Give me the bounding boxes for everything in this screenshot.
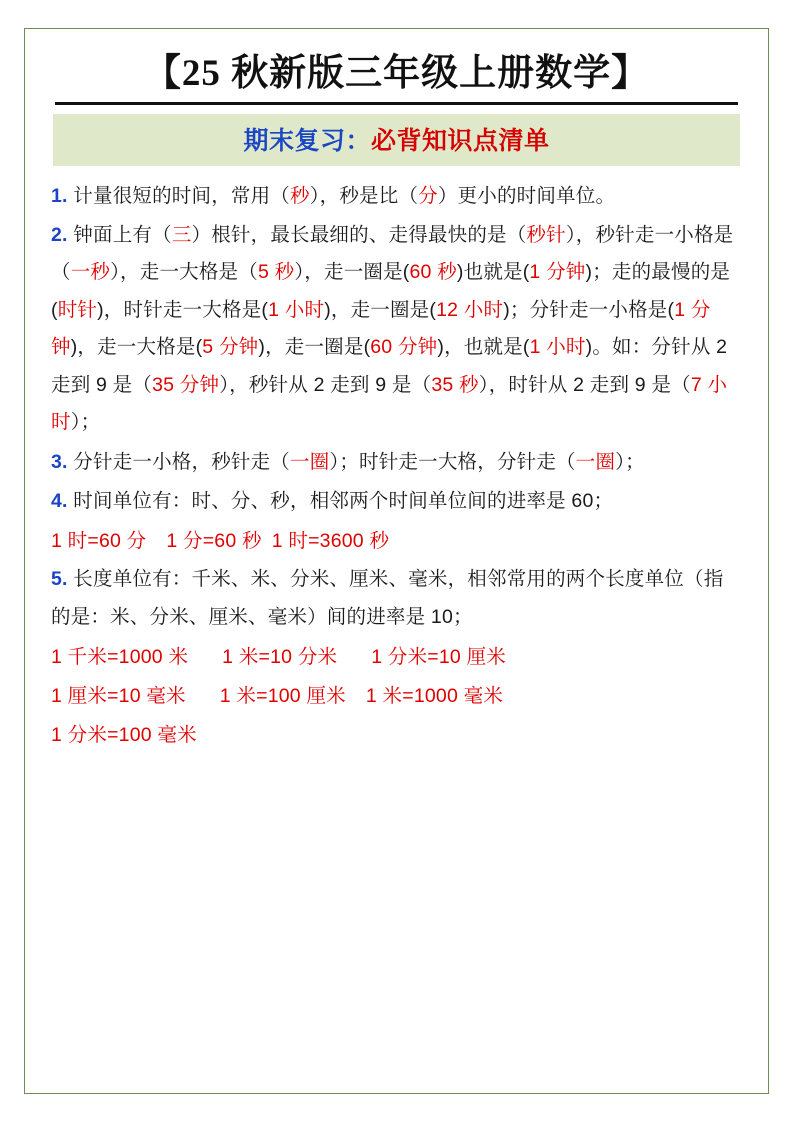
text-segment: )，走一圈是( [324,298,437,321]
text-segment-highlight: 35 秒 [431,373,479,396]
text-segment: ）； [615,450,645,473]
text-segment-highlight: 秒针 [526,223,566,246]
page-title: 【25 秋新版三年级上册数学】 [55,53,738,105]
text-segment: ），走一大格是（ [110,261,258,284]
item-number: 3. [51,450,68,473]
text-segment: ），秒针从 2 走到 9 是（ [219,373,432,396]
list-item [51,483,742,520]
text-segment-highlight: 一圈 [575,450,616,473]
text-segment: ），时针从 2 走到 9 是（ [478,373,691,396]
formula-m-dm: 1 米=10 分米 [222,646,338,669]
text-segment-highlight: 60 分钟 [370,336,438,359]
text-segment: ），走一圈是( [294,261,410,284]
formula-dm-mm: 1 分米=100 毫米 [51,724,197,747]
item-text: 时间单位有：时、分、秒，相邻两个时间单位间的进率是 60； [73,490,614,513]
item-text [51,224,733,433]
formula-row-length-2 [51,677,742,716]
text-segment: 计量很短的时间，常用（ [73,184,290,207]
text-segment: ）； [70,411,101,434]
text-segment-highlight: 60 秒 [409,261,457,284]
text-segment: 钟面上有（ [73,223,172,246]
text-segment-highlight: 7 小时 [51,373,728,434]
text-segment-highlight: 35 分钟 [152,373,220,396]
text-segment-highlight: 时针 [57,298,98,321]
text-segment-highlight: 1 小时 [529,336,586,359]
list-item [51,561,742,636]
text-segment: ），秒针走一小格是（ [51,223,734,284]
document-sheet [24,28,769,1094]
text-segment-highlight: 1 分钟 [51,298,711,359]
knowledge-list [51,178,742,756]
text-segment-highlight: 一圈 [290,450,330,473]
text-segment-highlight: 12 小时 [436,298,504,321]
list-item [51,217,742,442]
subtitle-prefix: 期末复习： [243,126,371,155]
formula-cm-mm: 1 厘米=10 毫米 [51,685,186,708]
list-item [51,178,742,215]
formula-m-cm: 1 米=100 厘米 [219,685,346,708]
text-segment-highlight: 三 [171,223,192,246]
formula-minute-second: 1 分=60 秒 [166,530,262,553]
text-segment: )，也就是( [437,336,530,359]
text-segment: )；走的最慢的是( [51,261,731,321]
text-segment: ），秒是比（ [309,184,419,207]
text-segment-highlight: 5 秒 [257,261,295,284]
formula-hour-minute: 1 时=60 分 [51,530,147,553]
text-segment-highlight: 分 [418,184,438,207]
formula-dm-cm: 1 分米=10 厘米 [371,646,506,669]
item-number: 4. [51,490,68,513]
formula-row-length-1 [51,638,742,677]
formula-hour-second: 1 时=3600 秒 [271,530,390,553]
text-segment: ）更小的时间单位。 [437,184,616,207]
subtitle-suffix: 必背知识点清单 [371,126,550,155]
list-item [51,444,742,481]
item-number: 5. [51,568,68,591]
text-segment: )，走一大格是( [70,336,203,359]
item-text: 长度单位有：千米、米、分米、厘米、毫米，相邻常用的两个长度单位（指的是：米、分米、厘米、毫米）间的进率是 10； [51,568,724,628]
formula-km-m: 1 千米=1000 米 [51,646,189,669]
formula-row-length-3 [51,716,742,755]
item-number: 2. [51,223,68,246]
formula-row-time [51,522,742,561]
text-segment: )，时针走一大格是( [97,298,269,321]
text-segment-highlight: 一秒 [70,261,111,284]
subtitle-banner [53,114,740,166]
item-number: 1. [51,184,68,207]
text-segment: ）；时针走一大格，分针走（ [329,450,576,473]
item-text [73,451,645,473]
formula-m-mm: 1 米=1000 毫米 [365,685,504,708]
item-text [73,185,615,207]
text-segment: )；分针走一小格是( [503,298,675,321]
text-segment-highlight: 秒 [290,184,310,207]
text-segment-highlight: 1 分钟 [529,261,586,284]
text-segment-highlight: 5 分钟 [202,336,259,359]
text-segment: )也就是( [456,261,530,284]
text-segment: 分针走一小格，秒针走（ [73,450,290,473]
text-segment: ）根针，最长最细的、走得最快的是（ [191,223,527,246]
text-segment: )。如：分针从 2 走到 9 是（ [51,336,728,396]
text-segment: )，走一圈是( [258,336,371,359]
text-segment-highlight: 1 小时 [268,298,325,321]
